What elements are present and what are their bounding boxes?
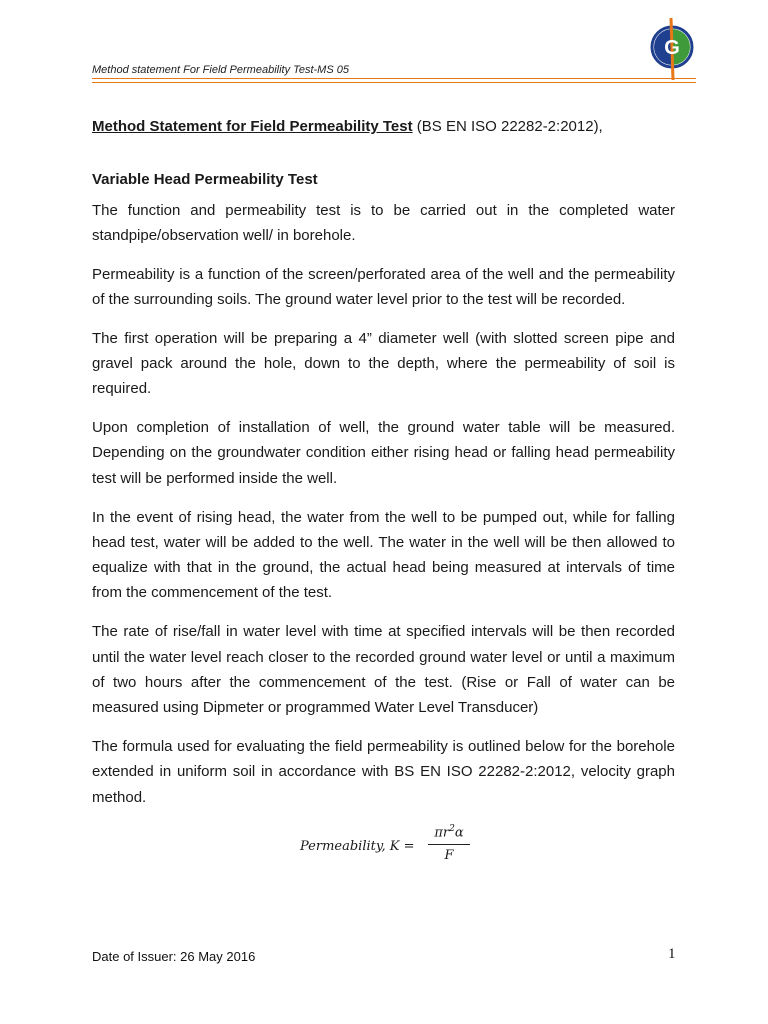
running-header-title: Method statement For Field Permeability Test-MS 05 (92, 64, 349, 76)
formula-fraction (428, 819, 470, 866)
paragraph-6: The rate of rise/fall in water level with time at specified intervals will be then recorded until the water level reach closer to the recorded ground water level or until a maximum of two hours after the commencement of the test. (Rise or Fall of water can be measured using Dipmeter or programmed Water Level Transducer) (92, 623, 675, 717)
formula-numerator-base: πr (434, 825, 450, 841)
document-body (92, 114, 675, 823)
paragraph-5: In the event of rising head, the water from the well to be pumped out, while for falling head test, water will be added to the well. The water in the well will be then allowed to equalize with that in the ground, the actual head being measured at intervals of time from the commencement of the test. (92, 508, 675, 602)
company-logo (648, 16, 696, 82)
formula-numerator-tail: α (454, 825, 464, 841)
header-rule-bottom (92, 82, 696, 83)
formula-denominator: F (444, 848, 454, 864)
formula-fraction-bar (428, 844, 470, 845)
paragraph-4: Upon completion of installation of well, the ground water table will be measured. Depending on the groundwater condition either rising head or falling head permeability test will be performed inside the well. (92, 419, 675, 487)
document-title-standard: (BS EN ISO 22282-2:2012), (412, 118, 603, 135)
formula-numerator-exponent: 2 (449, 824, 455, 834)
document-title-main: Method Statement for Field Permeability Test (92, 118, 413, 135)
paragraph-7: The formula used for evaluating the field permeability is outlined below for the borehole extended in uniform soil in accordance with BS EN ISO 22282-2:2012, velocity graph method. (92, 737, 675, 806)
paragraph-1: The function and permeability test is to be carried out in the completed water standpipe/observation well/ in borehole. (92, 201, 675, 244)
section-heading: Variable Head Permeability Test (92, 171, 318, 189)
document-title (92, 114, 675, 139)
header-rule-top (92, 78, 696, 79)
formula-lhs: Permeability, K = (300, 839, 415, 854)
paragraph-3: The first operation will be preparing a 4” diameter well (with slotted screen pipe and gravel pack around the hole, down to the depth, where the permeability of soil is required. (92, 329, 675, 398)
logo-letter: G (664, 37, 680, 59)
footer-issue-date: Date of Issuer: 26 May 2016 (92, 949, 256, 964)
formula-numerator (428, 819, 470, 843)
footer-page-number: 1 (668, 946, 676, 962)
permeability-formula (300, 819, 490, 877)
logo-emblem-icon (648, 16, 696, 82)
paragraph-2: Permeability is a function of the screen/perforated area of the well and the permeability of the surrounding soils. The ground water level prior to the test will be recorded. (92, 265, 675, 308)
